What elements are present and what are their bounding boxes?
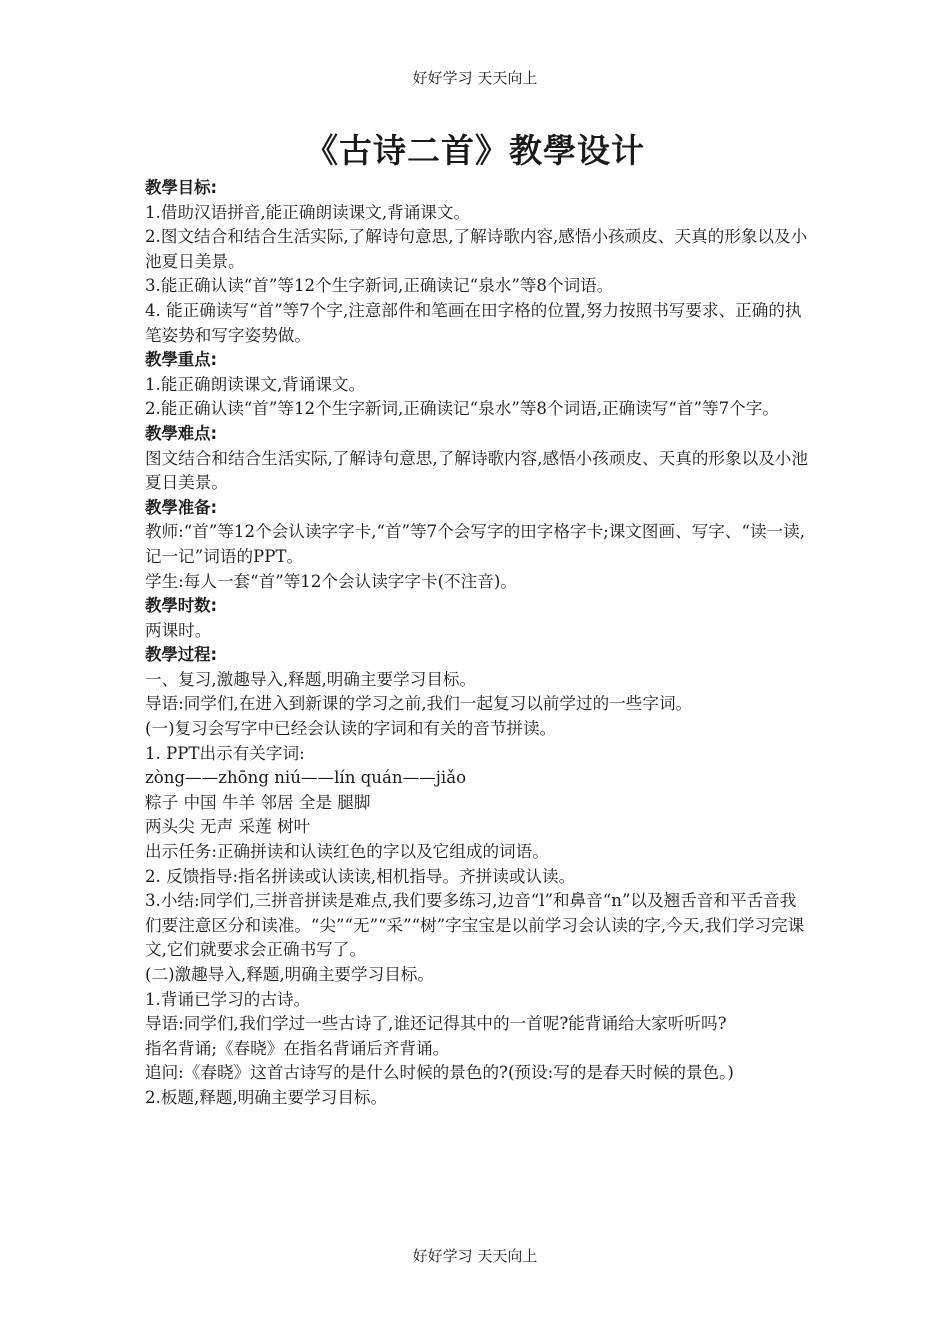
word-list-line: 粽子 中国 牛羊 邻居 全是 腿脚 bbox=[145, 792, 371, 812]
document-title: 《古诗二首》教學设计 bbox=[305, 131, 645, 170]
section-heading-key-points: 教學重点: bbox=[145, 350, 218, 370]
process-step: 出示任务:正确拼读和认读红色的字以及它组成的词语。 bbox=[145, 842, 549, 862]
pinyin-line: zòng——zhōng niú——lín quán——jiǎo bbox=[145, 768, 467, 788]
section-heading-hours: 教學时数: bbox=[145, 596, 218, 616]
section-heading-goals: 教學目标: bbox=[145, 178, 218, 197]
process-step: (一)复习会写字中已经会认读的字词和有关的音节拼读。 bbox=[145, 719, 557, 739]
process-step: 一、复习,激趣导入,释题,明确主要学习目标。 bbox=[145, 669, 477, 689]
preparation-item: 教师:“首”等12个会认读字字卡,“首”等7个会写字的田字格字卡;课文图画、写字、“读一读,记一记”词语的PPT。 bbox=[145, 522, 806, 566]
section-heading-process: 教學过程: bbox=[145, 645, 218, 665]
key-point-item: 1.能正确朗读课文,背诵课文。 bbox=[145, 374, 366, 394]
page-footer: 好好学习 天天向上 bbox=[412, 1247, 538, 1265]
process-step: 导语:同学们,在进入到新课的学习之前,我们一起复习以前学过的一些字词。 bbox=[145, 694, 693, 714]
section-heading-preparation: 教學准备: bbox=[145, 497, 218, 517]
process-step: 指名背诵;《春晓》在指名背诵后齐背诵。 bbox=[145, 1038, 450, 1058]
process-step: 3.小结:同学们,三拼音拼读是难点,我们要多练习,边音“l”和鼻音“n”以及翘舌音和平舌音我们要注意区分和读准。“尖”“无”“采”“树”字宝宝是以前学习会认读的字,今天,我们学习完课文,它们就要求会正确书写了。 bbox=[145, 891, 805, 960]
process-step: 1. PPT出示有关字词: bbox=[145, 743, 305, 763]
page-header: 好好学习 天天向上 bbox=[412, 69, 538, 87]
goal-item: 4. 能正确读写“首”等7个字,注意部件和笔画在田字格的位置,努力按照书写要求、正确的执笔姿势和写字姿势做。 bbox=[145, 300, 802, 345]
process-step: 2.板题,释题,明确主要学习目标。 bbox=[145, 1087, 388, 1107]
process-step: 1.背诵已学习的古诗。 bbox=[145, 989, 311, 1009]
process-step: 2. 反馈指导:指名拼读或认读读,相机指导。齐拼读或认读。 bbox=[145, 866, 576, 886]
preparation-item: 学生:每人一套“首”等12个会认读字字卡(不注音)。 bbox=[145, 571, 517, 591]
hours-item: 两课时。 bbox=[145, 620, 212, 640]
process-step: (二)激趣导入,释题,明确主要学习目标。 bbox=[145, 965, 434, 984]
document-body bbox=[145, 176, 810, 1111]
word-list-line: 两头尖 无声 采莲 树叶 bbox=[145, 817, 311, 837]
goal-item: 2.图文结合和结合生活实际,了解诗句意思,了解诗歌内容,感悟小孩顽皮、天真的形象以及小池夏日美景。 bbox=[145, 227, 808, 271]
goal-item: 3.能正确认读“首”等12个生字新词,正确读记“泉水”等8个词语。 bbox=[145, 276, 614, 296]
goal-item: 1.借助汉语拼音,能正确朗读课文,背诵课文。 bbox=[145, 202, 471, 222]
key-point-item: 2.能正确认读“首”等12个生字新词,正确读记“泉水”等8个词语,正确读写“首”等7个字。 bbox=[145, 399, 779, 419]
process-step: 导语:同学们,我们学过一些古诗了,谁还记得其中的一首呢?能背诵给大家听听吗? bbox=[145, 1014, 727, 1034]
process-step: 追问:《春晓》这首古诗写的是什么时候的景色的?(预设:写的是春天时候的景色。) bbox=[145, 1063, 734, 1083]
section-heading-difficulties: 教學难点: bbox=[145, 423, 218, 443]
difficulty-item: 图文结合和结合生活实际,了解诗句意思,了解诗歌内容,感悟小孩顽皮、天真的形象以及小池夏日美景。 bbox=[145, 448, 808, 493]
